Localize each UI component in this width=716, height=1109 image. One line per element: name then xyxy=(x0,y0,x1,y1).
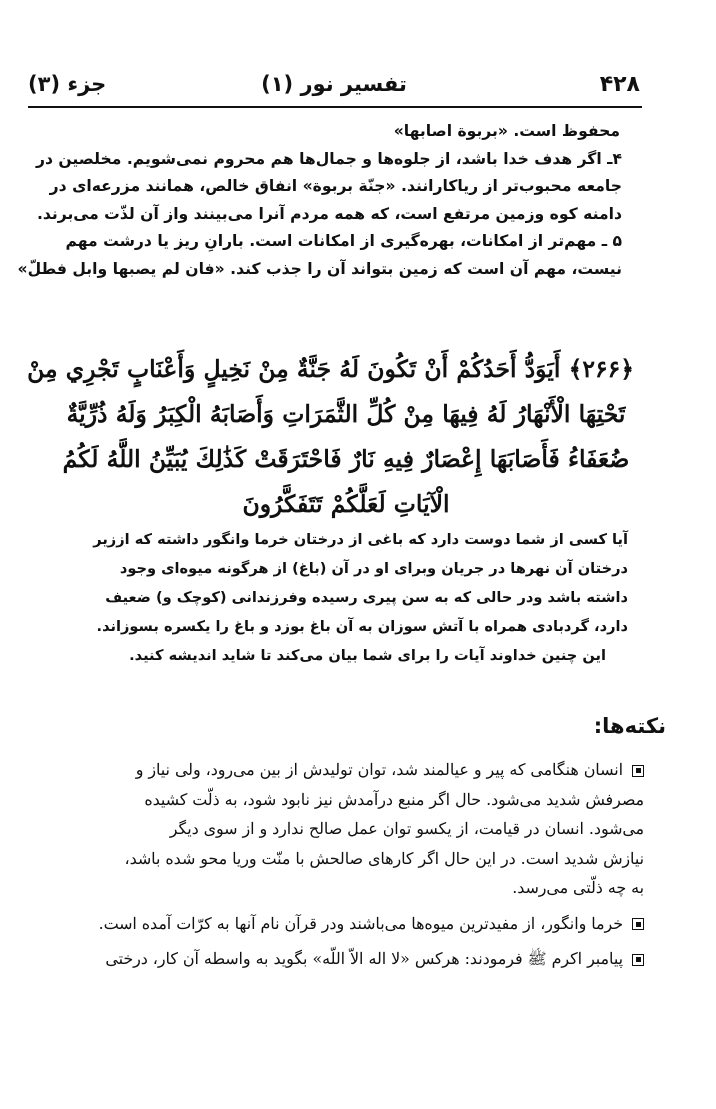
lesson-line: ۴ـ اگر هدف خدا باشد، از جلوه‌ها و جمال‌ها هم محروم نمی‌شویم. مخلصین در xyxy=(35,149,622,168)
note-line: خرما وانگور، از مفیدترین میوه‌ها می‌باشند ودر قرآن نام آنها به کرّات آمده است. xyxy=(98,913,623,933)
notes-heading: نکته‌ها: xyxy=(593,714,666,738)
square-bullet-icon xyxy=(632,765,644,777)
note-line: می‌شود. انسان در قیامت، از یکسو توان عمل صالح ندارد و از سوی دیگر xyxy=(169,819,644,838)
note-line: به چه ذلّتی می‌رسد. xyxy=(512,878,644,897)
note-item xyxy=(60,909,644,939)
verse-line: الْآيَاتِ لَعَلَّكُمْ تَتَفَكَّرُونَ xyxy=(242,490,450,518)
verse-translation xyxy=(80,525,628,670)
notes-list xyxy=(60,755,644,974)
translation-line: این چنین خداوند آیات را برای شما بیان می‌کند تا شاید اندیشه کنید. xyxy=(129,647,606,664)
verse-line: ﴿۲۶۶﴾ أَيَوَدُّ أَحَدُكُمْ أَنْ تَكُونَ لَهُ جَنَّةٌ مِنْ نَخِيلٍ وَأَعْنَابٍ تَجْرِي مِنْ xyxy=(27,355,634,383)
lessons-section xyxy=(17,118,622,283)
verse-line: تَحْتِهَا الْأَنْهَارُ لَهُ فِيهَا مِنْ كُلِّ الثَّمَرَاتِ وَأَصَابَهُ الْكِبَرُ وَلَهُ ذُرِّيَّةٌ xyxy=(66,400,626,428)
translation-line: داشته باشد ودر حالی که به سن پیری رسیده وفرزندانی (کوچک و) ضعیف xyxy=(105,589,628,606)
lesson-line: جامعه محبوب‌تر از ریاکارانند. «جنّة بربوة» انفاق خالص، همانند مزرعه‌ای در xyxy=(49,177,622,195)
book-title: تفسیر نور (۱) xyxy=(261,72,407,96)
lesson-line: محفوظ است. «بربوة اصابها» xyxy=(393,122,620,140)
note-line: نیازش شدید است. در این حال اگر کارهای صالحش با منّت وریا محو شده باشد، xyxy=(124,848,644,868)
note-line: انسان هنگامی که پیر و عیالمند شد، توان تولیدش از بین می‌رود، ولی نیاز و xyxy=(135,760,623,779)
lesson-line: ۵ ـ مهم‌تر از امکانات، بهره‌گیری از امکانات است. بارانِ ریز یا درشت مهم xyxy=(65,232,622,250)
square-bullet-icon xyxy=(632,954,644,966)
note-item xyxy=(60,944,644,974)
note-line: پیامبر اکرم ﷺ فرمودند: هرکس «لا اله الاّ اللّه» بگوید به واسطه آن کار، درختی xyxy=(105,949,623,968)
page-number: ۴۲۸ xyxy=(599,72,640,97)
lesson-line: دامنه کوه وزمین مرتفع است، که همه مردم آنرا می‌بینند واز آن لذّت می‌برند. xyxy=(36,204,622,223)
translation-line: درختان آن نهرها در جریان وبرای او در آن (باغ) از هرگونه میوه‌ای وجود xyxy=(119,560,628,577)
part-label: جزء (۳) xyxy=(28,72,107,96)
header-divider xyxy=(28,106,642,108)
page-header xyxy=(28,72,640,104)
square-bullet-icon xyxy=(632,918,644,930)
translation-line: آیا کسی از شما دوست دارد که باغی از درختان خرما وانگور داشته که اززیر xyxy=(93,531,628,548)
verse-line: ضُعَفَاءُ فَأَصَابَهَا إِعْصَارٌ فِيهِ نَارٌ فَاحْتَرَقَتْ كَذَٰلِكَ يُبَيِّنُ اللَّهُ لَكُمُ xyxy=(62,445,630,473)
note-item xyxy=(60,755,644,903)
quran-verse xyxy=(27,347,634,527)
translation-line: دارد، گردبادی همراه با آتش سوزان به آن باغ بوزد و باغ را یکسره بسوزاند. xyxy=(96,618,628,635)
note-line: مصرفش شدید می‌شود. حال اگر منبع درآمدش نیز نابود شود، به ذلّت کشیده xyxy=(144,789,644,809)
lesson-line: نیست، مهم آن است که زمین بتواند آن را جذب کند. «فان لم یصبها وابل فطلّ» xyxy=(17,259,622,278)
